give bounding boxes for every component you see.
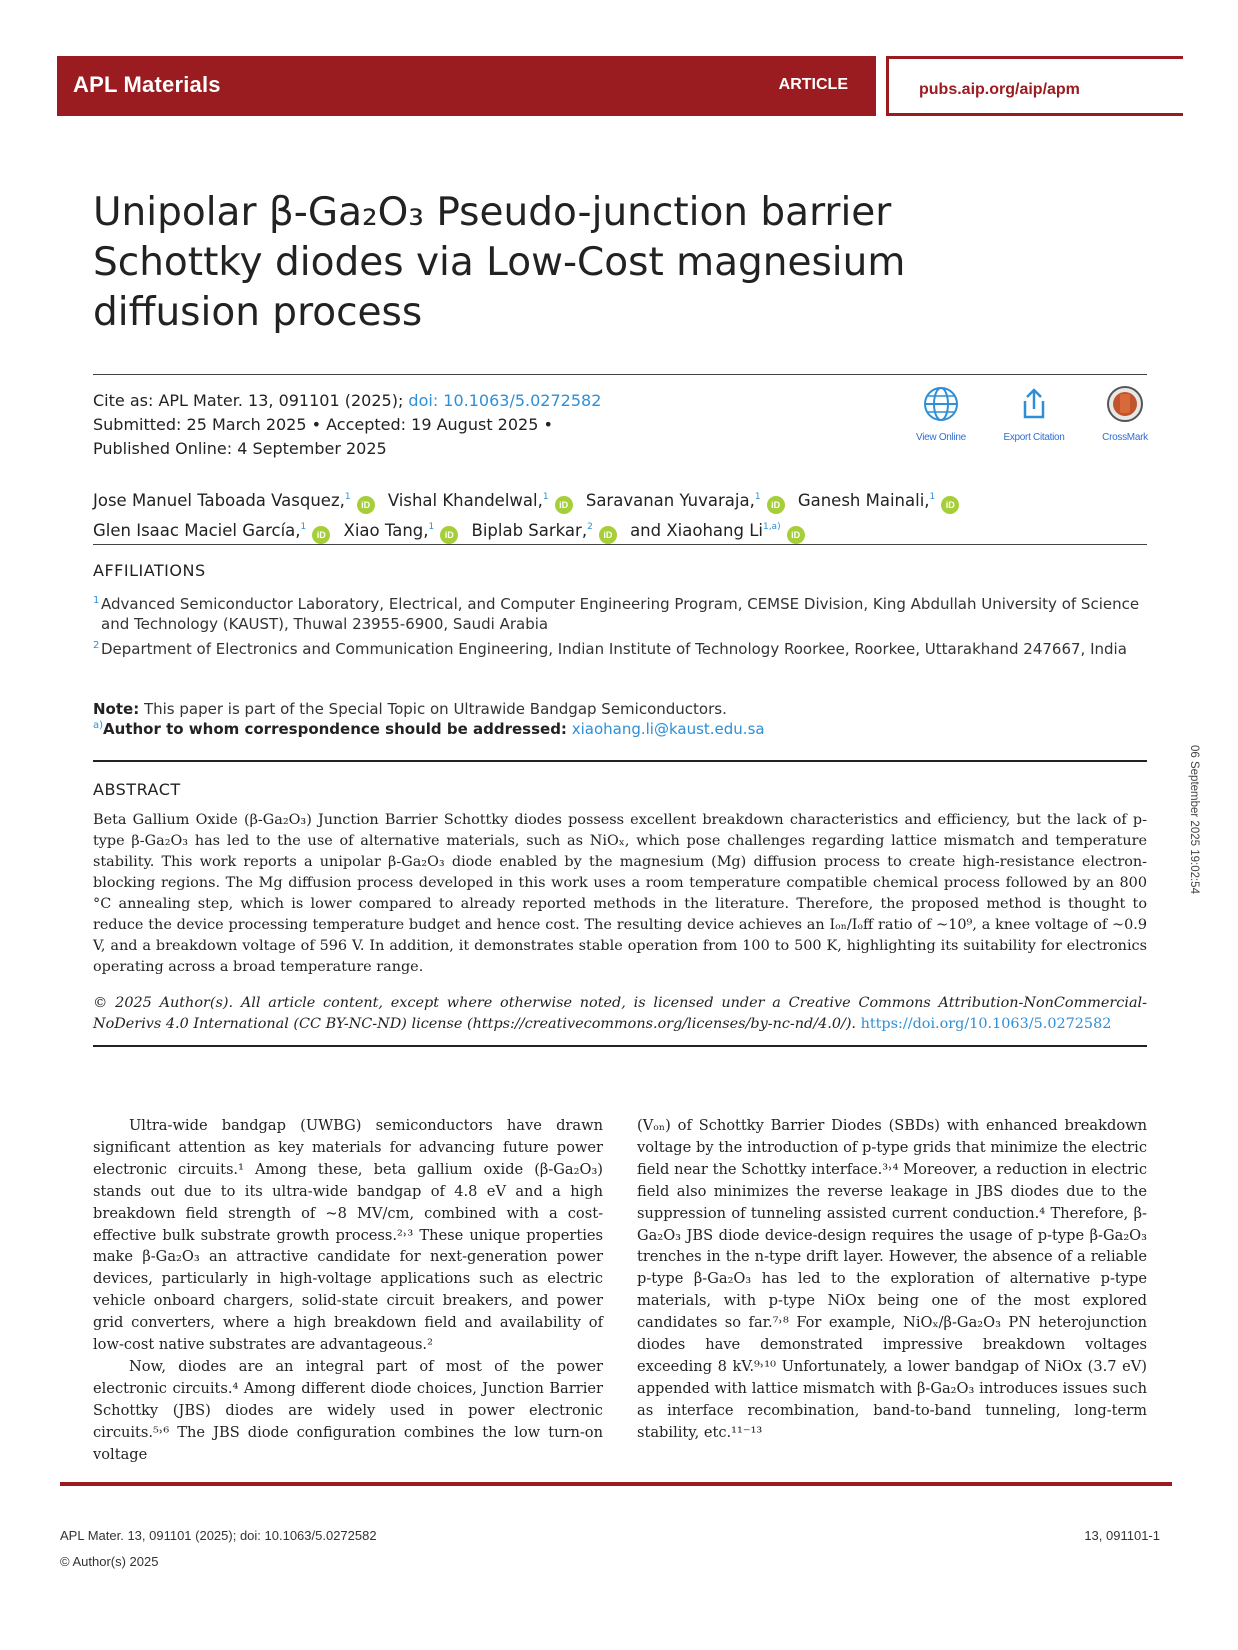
view-online-label: View Online: [916, 432, 966, 443]
author[interactable]: Ganesh Mainali,$^1$: [797, 491, 936, 510]
journal-url-link[interactable]: pubs.aip.org/aip/apm: [919, 81, 1080, 98]
body-column-right: [637, 1115, 1147, 1444]
journal-url-box: [886, 56, 1183, 116]
view-online-button[interactable]: [901, 385, 981, 443]
journal-banner: [57, 56, 876, 116]
journal-name[interactable]: APL Materials: [73, 72, 221, 97]
author[interactable]: Glen Isaac Maciel García,$^1$: [93, 521, 307, 540]
author[interactable]: Xiao Tang,$^1$: [343, 521, 435, 540]
paragraph: (Vₒₙ) of Schottky Barrier Diodes (SBDs) with enhanced breakdown voltage by the introduction of p-type grids that minimize the electric field near the Schottky interface.³˒⁴ Moreover, a reduction in electric field also minimizes the reverse leakage in JBS diodes due to the suppression of tunneling assisted current conduction.⁴ Therefore, β-Ga₂O₃ JBS diode device-design requires the usage of p-type β-Ga₂O₃ trenches in the n-type drift layer. However, the absence of a reliable p-type β-Ga₂O₃ has led to the exploration of alternative p-type materials, with p-type NiOx being one of the most explored candidates so far.⁷˒⁸ For example, NiOₓ/β-Ga₂O₃ PN heterojunction diodes have demonstrated impressive breakdown voltages exceeding 8 kV.⁹˒¹⁰ Unfortunately, a lower bandgap of NiOx (3.7 eV) appended with lattice mismatch with β-Ga₂O₃ introduces issues such as interface recombination, band-to-band tunneling, long-term stability, etc.¹¹⁻¹³: [637, 1117, 1147, 1441]
special-topic-note: Note: This paper is part of the Special Topic on Ultrawide Bandgap Semiconductors.: [93, 700, 727, 718]
export-icon: [1015, 385, 1053, 423]
crossmark-button[interactable]: [1085, 385, 1165, 443]
submitted-accepted: Submitted: 25 March 2025 • Accepted: 19 August 2025 •: [93, 415, 553, 434]
export-citation-label: Export Citation: [1003, 432, 1065, 443]
author[interactable]: Vishal Khandelwal,$^1$: [387, 491, 549, 510]
footer-copyright: © Author(s) 2025: [60, 1554, 159, 1569]
orcid-icon[interactable]: iD: [440, 526, 458, 544]
orcid-icon[interactable]: iD: [312, 526, 330, 544]
divider: [93, 544, 1147, 545]
author[interactable]: and Xiaohang Li$^{1,a)}$: [630, 521, 781, 540]
divider: [93, 1045, 1147, 1047]
orcid-icon[interactable]: iD: [599, 526, 617, 544]
footer-divider: [60, 1482, 1172, 1486]
abstract-text: Beta Gallium Oxide (β-Ga₂O₃) Junction Barrier Schottky diodes possess excellent breakdown characteristics and efficiency, but the lack of p-type β-Ga₂O₃ has led to the use of alternative materials, such as NiOₓ, which pose challenges regarding lattice mismatch and temperature stability. This work reports a unipolar β-Ga₂O₃ diode enabled by the magnesium (Mg) diffusion process to create high-resistance electron-blocking regions. The Mg diffusion process developed in this work uses a room temperature compatible chemical process followed by an 800 °C annealing step, which is lower compared to already reported methods in the literature. Therefore, the proposed method is thought to reduce the device processing temperature budget and hence cost. The resulting device achieves an Iₒₙ/Iₒff ratio of ~10⁹, a knee voltage of ~0.9 V, and a breakdown voltage of 596 V. In addition, it demonstrates stable operation from 100 to 500 K, highlighting its suitability for electronics operating across a broad temperature range.: [93, 812, 1147, 975]
orcid-icon[interactable]: iD: [555, 496, 573, 514]
affiliation-1: 1 Advanced Semiconductor Laboratory, Electrical, and Computer Engineering Program, CEMSE Division, King Abdullah University of Science and Technology (KAUST), Thuwal 23955-6900, Saudi Arabia: [93, 595, 1140, 633]
orcid-icon[interactable]: iD: [767, 496, 785, 514]
author-list: [93, 484, 1143, 544]
author[interactable]: Biplab Sarkar,$^2$: [471, 521, 593, 540]
orcid-icon[interactable]: iD: [941, 496, 959, 514]
author[interactable]: Jose Manuel Taboada Vasquez,$^1$: [93, 491, 351, 510]
page-number: 13, 091101-1: [1084, 1528, 1160, 1543]
divider: [93, 374, 1147, 375]
author[interactable]: Saravanan Yuvaraja,$^1$: [585, 491, 761, 510]
cite-as: Cite as: APL Mater. 13, 091101 (2025);: [93, 391, 404, 410]
email-link[interactable]: xiaohang.li@kaust.edu.sa: [571, 720, 765, 738]
divider: [93, 760, 1147, 762]
crossmark-icon: [1106, 385, 1144, 423]
paragraph: Ultra-wide bandgap (UWBG) semiconductors have drawn significant attention as key materials for advancing future power electronic circuits.¹ Among these, beta gallium oxide (β-Ga₂O₃) stands out due to its ultra-wide bandgap of 4.8 eV and a high breakdown field strength of ~8 MV/cm, combined with a cost-effective bulk substrate growth process.²˒³ These unique properties make β-Ga₂O₃ an attractive candidate for next-generation power devices, particularly in high-voltage applications such as electric vehicle onboard chargers, solid-state circuit breakers, and power grid converters, where a high breakdown field and availability of low-cost native substrates are advantageous.²: [93, 1117, 603, 1354]
published-date: Published Online: 4 September 2025: [93, 439, 387, 458]
doi-link[interactable]: doi: 10.1063/5.0272582: [408, 391, 602, 410]
correspondence-note: $^{a)}$Author to whom correspondence should be addressed: xiaohang.li@kaust.edu.sa: [93, 720, 765, 738]
abstract-heading: ABSTRACT: [93, 780, 181, 799]
footer-citation: APL Mater. 13, 091101 (2025); doi: 10.1063/5.0272582: [60, 1528, 377, 1543]
export-citation-button[interactable]: [994, 385, 1074, 443]
crossmark-label: CrossMark: [1102, 432, 1148, 443]
affiliations-heading: AFFILIATIONS: [93, 561, 206, 580]
body-column-left: [93, 1115, 603, 1466]
article-type: ARTICLE: [778, 76, 848, 93]
article-title: Unipolar β-Ga₂O₃ Pseudo-junction barrier Schottky diodes via Low-Cost magnesium diffusion process: [93, 190, 906, 335]
paragraph: Now, diodes are an integral part of most of the power electronic circuits.⁴ Among different diode choices, Junction Barrier Schottky (JBS) diodes are widely used in power electronic circuits.⁵˒⁶ The JBS diode configuration combines the low turn-on voltage: [93, 1357, 603, 1463]
globe-icon: [922, 385, 960, 423]
affiliation-2: 2 Department of Electronics and Communication Engineering, Indian Institute of Technology Roorkee, Roorkee, Uttarakhand 247667, India: [93, 640, 1127, 658]
download-timestamp: 06 September 2025 19:02:54: [1188, 745, 1200, 894]
orcid-icon[interactable]: iD: [357, 496, 375, 514]
orcid-icon[interactable]: iD: [787, 526, 805, 544]
license-text: © 2025 Author(s). All article content, except where otherwise noted, is licensed under a Creative Commons Attribution-NonCommercial-NoDerivs 4.0 International (CC BY-NC-ND) license (https://creativecommons.org/licenses/by-nc-nd/4.0/). https://doi.org/10.1063/5.0272582: [93, 995, 1147, 1032]
citation-block: [93, 389, 601, 461]
doi-url-link[interactable]: https://doi.org/10.1063/5.0272582: [860, 1016, 1112, 1032]
